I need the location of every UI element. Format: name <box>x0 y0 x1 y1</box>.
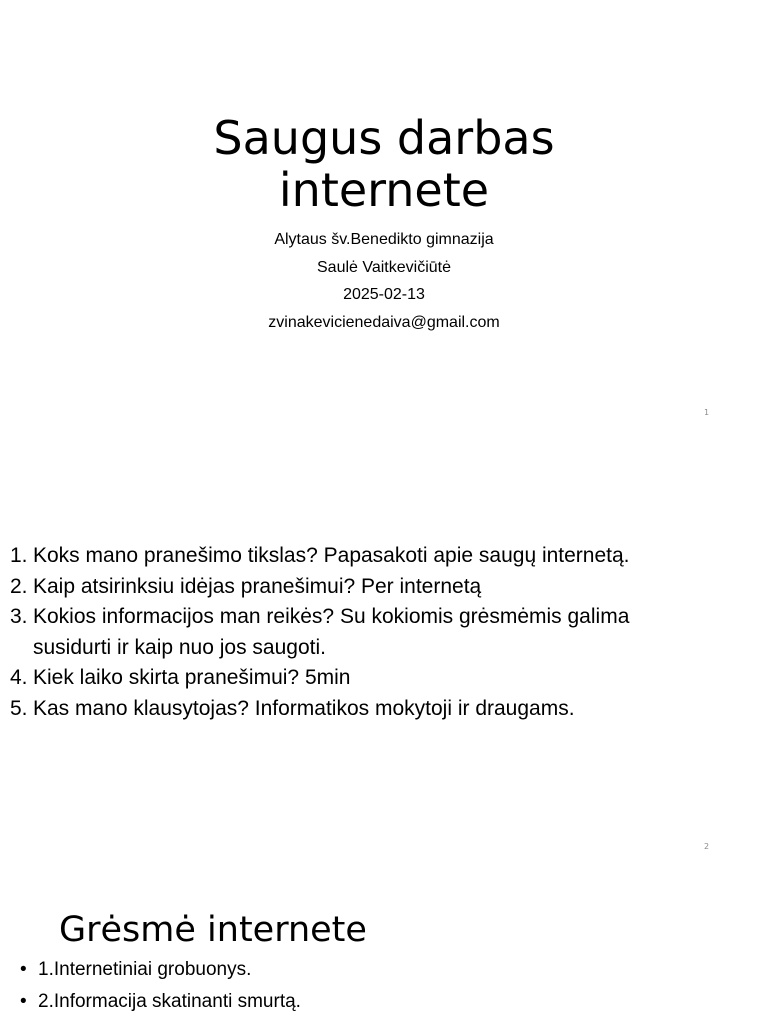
slide-2 <box>0 433 768 866</box>
list-item-text: 1.Internetiniai grobuonys. <box>38 959 252 980</box>
bullet-icon: • <box>20 991 27 1012</box>
list-item-number: 1. <box>10 544 28 567</box>
title-line-1: Saugus darbas <box>213 111 555 165</box>
slide-number: 2 <box>704 842 710 851</box>
list-item <box>10 602 713 663</box>
question-list <box>10 541 713 724</box>
threat-list <box>20 954 301 1018</box>
slide-1-title <box>0 112 768 216</box>
list-item-text: Kaip atsirinksiu idėjas pranešimui? Per internetą <box>33 574 482 598</box>
slide-1 <box>0 0 768 433</box>
list-item <box>10 663 713 694</box>
list-item <box>10 572 713 603</box>
list-item <box>10 541 713 572</box>
title-line-2: internete <box>278 163 490 217</box>
list-item-text: Kokios informacijos man reikės? Su kokiomis grėsmėmis galima susidurti ir kaip nuo jos saugoti. <box>33 605 630 659</box>
school-name: Alytaus šv.Benedikto gimnazija <box>274 231 494 248</box>
slide-3-title: Grėsmė internete <box>59 910 367 950</box>
email: zvinakevicienedaiva@gmail.com <box>268 313 500 331</box>
slide-1-subtitle <box>0 226 768 336</box>
date: 2025-02-13 <box>343 286 425 303</box>
list-item-number: 5. <box>10 696 28 720</box>
author-name: Saulė Vaitkevičiūtė <box>317 258 451 276</box>
list-item-text: 2.Informacija skatinanti smurtą. <box>38 991 301 1012</box>
list-item-number: 2. <box>10 574 28 598</box>
list-item-text: Koks mano pranešimo tikslas? Papasakoti apie saugų internetą. <box>33 544 630 567</box>
slide-number: 1 <box>704 408 710 417</box>
list-item <box>20 986 301 1018</box>
list-item-number: 3. <box>10 605 28 628</box>
list-item-text: Kiek laiko skirta pranešimui? 5min <box>33 666 351 689</box>
list-item <box>20 954 301 986</box>
list-item-number: 4. <box>10 666 28 689</box>
slide-3 <box>0 866 768 1024</box>
list-item-text: Kas mano klausytojas? Informatikos mokytoji ir draugams. <box>33 696 575 720</box>
list-item <box>10 694 713 725</box>
bullet-icon: • <box>20 959 27 980</box>
